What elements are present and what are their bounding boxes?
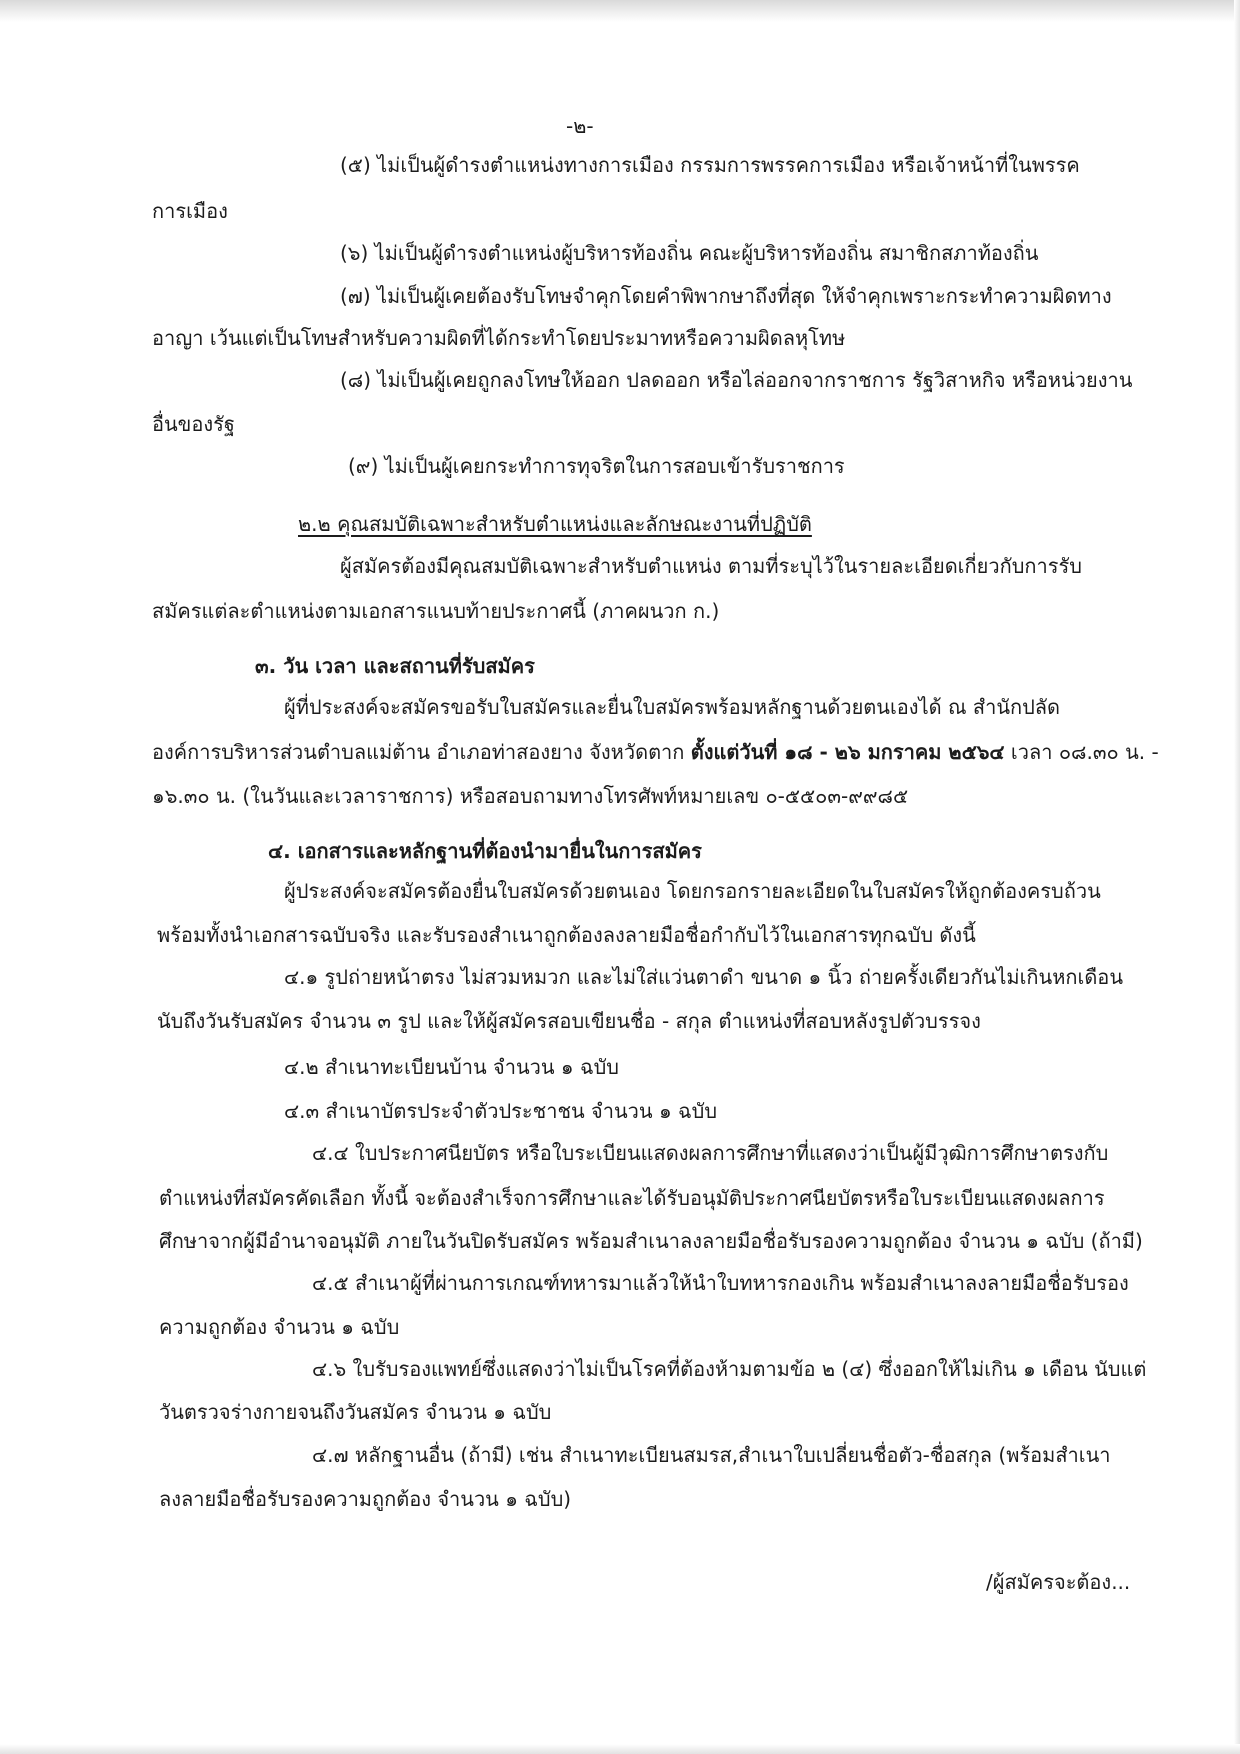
text-line: พร้อมทั้งนำเอกสารฉบับจริง และรับรองสำเนาถูกต้องลงลายมือชื่อกำกับไว้ในเอกสารทุกฉบับ ดังนี้: [157, 923, 976, 947]
text-line: สมัครแต่ละตำแหน่งตามเอกสารแนบท้ายประกาศนี้ (ภาคผนวก ก.): [152, 599, 720, 623]
text-line: (๗) ไม่เป็นผู้เคยต้องรับโทษจำคุกโดยคำพิพากษาถึงที่สุด ให้จำคุกเพราะกระทำความผิดทาง: [340, 284, 1112, 308]
text-line: (๕) ไม่เป็นผู้ดำรงตำแหน่งทางการเมือง กรรมการพรรคการเมือง หรือเจ้าหน้าที่ในพรรค: [340, 153, 1080, 177]
text-line: ศึกษาจากผู้มีอำนาจอนุมัติ ภายในวันปิดรับสมัคร พร้อมสำเนาลงลายมือชื่อรับรองความถูกต้อง จำนวน ๑ ฉบับ (ถ้ามี): [159, 1229, 1143, 1253]
continuation-note: /ผู้สมัครจะต้อง...: [986, 1570, 1131, 1594]
text-line: ๔.๖ ใบรับรองแพทย์ซึ่งแสดงว่าไม่เป็นโรคที่ต้องห้ามตามข้อ ๒ (๔) ซึ่งออกให้ไม่เกิน ๑ เดือน นับแต่: [312, 1357, 1147, 1381]
text-segment: เวลา ๐๘.๓๐ น. -: [1004, 740, 1159, 764]
text-line-mixed: [152, 738, 1159, 766]
text-line: ความถูกต้อง จำนวน ๑ ฉบับ: [159, 1315, 400, 1339]
text-line: การเมือง: [152, 199, 228, 223]
text-line: ๔.๔ ใบประกาศนียบัตร หรือใบระเบียนแสดงผลการศึกษาที่แสดงว่าเป็นผู้มีวุฒิการศึกษาตรงกับ: [312, 1141, 1109, 1165]
scan-edge-top: [0, 0, 1240, 22]
scan-edge-right: [1234, 0, 1240, 1754]
text-line: ๑๖.๓๐ น. (ในวันและเวลาราชการ) หรือสอบถามทางโทรศัพท์หมายเลข ๐-๕๕๐๓-๙๙๘๕: [152, 784, 909, 808]
text-line: อาญา เว้นแต่เป็นโทษสำหรับความผิดที่ได้กระทำโดยประมาทหรือความผิดลหุโทษ: [152, 326, 846, 350]
text-line: ๔.๒ สำเนาทะเบียนบ้าน จำนวน ๑ ฉบับ: [284, 1055, 619, 1079]
text-line: ผู้สมัครต้องมีคุณสมบัติเฉพาะสำหรับตำแหน่ง ตามที่ระบุไว้ในรายละเอียดเกี่ยวกับการรับ: [340, 554, 1082, 578]
text-line: ผู้ที่ประสงค์จะสมัครขอรับใบสมัครและยื่นใบสมัครพร้อมหลักฐานด้วยตนเองได้ ณ สำนักปลัด: [284, 695, 1061, 719]
page-number: -๒-: [566, 114, 594, 138]
text-line: (๘) ไม่เป็นผู้เคยถูกลงโทษให้ออก ปลดออก หรือไล่ออกจากราชการ รัฐวิสาหกิจ หรือหน่วยงาน: [340, 368, 1133, 392]
text-line: ๔.๕ สำเนาผู้ที่ผ่านการเกณฑ์ทหารมาแล้วให้นำใบทหารกองเกิน พร้อมสำเนาลงลายมือชื่อรับรอง: [312, 1271, 1129, 1295]
text-line: (๙) ไม่เป็นผู้เคยกระทำการทุจริตในการสอบเข้ารับราชการ: [348, 454, 845, 478]
text-segment: องค์การบริหารส่วนตำบลแม่ต้าน อำเภอท่าสองยาง จังหวัดตาก: [152, 740, 691, 764]
text-line: ๔.๓ สำเนาบัตรประจำตัวประชาชน จำนวน ๑ ฉบับ: [284, 1099, 718, 1123]
text-line: ผู้ประสงค์จะสมัครต้องยื่นใบสมัครด้วยตนเอง โดยกรอกรายละเอียดในใบสมัครให้ถูกต้องครบถ้วน: [284, 879, 1101, 903]
text-line: ๔.๑ รูปถ่ายหน้าตรง ไม่สวมหมวก และไม่ใส่แว่นตาดำ ขนาด ๑ นิ้ว ถ่ายครั้งเดียวกันไม่เกินหกเดือน: [284, 965, 1123, 989]
text-line: อื่นของรัฐ: [152, 412, 235, 436]
scan-edge-bottom: [0, 1744, 1240, 1754]
section-heading: ๓. วัน เวลา และสถานที่รับสมัคร: [255, 654, 535, 678]
text-line: วันตรวจร่างกายจนถึงวันสมัคร จำนวน ๑ ฉบับ: [159, 1400, 552, 1424]
section-heading: ๔. เอกสารและหลักฐานที่ต้องนำมายื่นในการสมัคร: [268, 839, 702, 863]
text-line: (๖) ไม่เป็นผู้ดำรงตำแหน่งผู้บริหารท้องถิ่น คณะผู้บริหารท้องถิ่น สมาชิกสภาท้องถิ่น: [340, 241, 1039, 265]
text-line: ๔.๗ หลักฐานอื่น (ถ้ามี) เช่น สำเนาทะเบียนสมรส,สำเนาใบเปลี่ยนชื่อตัว-ชื่อสกุล (พร้อมสำเนา: [312, 1443, 1111, 1467]
text-line: ตำแหน่งที่สมัครคัดเลือก ทั้งนี้ จะต้องสำเร็จการศึกษาและได้รับอนุมัติประกาศนียบัตรหรือใบระเบียนแสดงผลการ: [159, 1186, 1105, 1210]
text-line: นับถึงวันรับสมัคร จำนวน ๓ รูป และให้ผู้สมัครสอบเขียนชื่อ - สกุล ตำแหน่งที่สอบหลังรูปตัวบรรจง: [157, 1009, 981, 1033]
bold-date-range: ตั้งแต่วันที่ ๑๘ - ๒๖ มกราคม ๒๕๖๔: [690, 740, 1005, 764]
text-line: ลงลายมือชื่อรับรองความถูกต้อง จำนวน ๑ ฉบับ): [159, 1487, 572, 1511]
section-heading-underlined: ๒.๒ คุณสมบัติเฉพาะสำหรับตำแหน่งและลักษณะงานที่ปฏิบัติ: [298, 512, 812, 536]
